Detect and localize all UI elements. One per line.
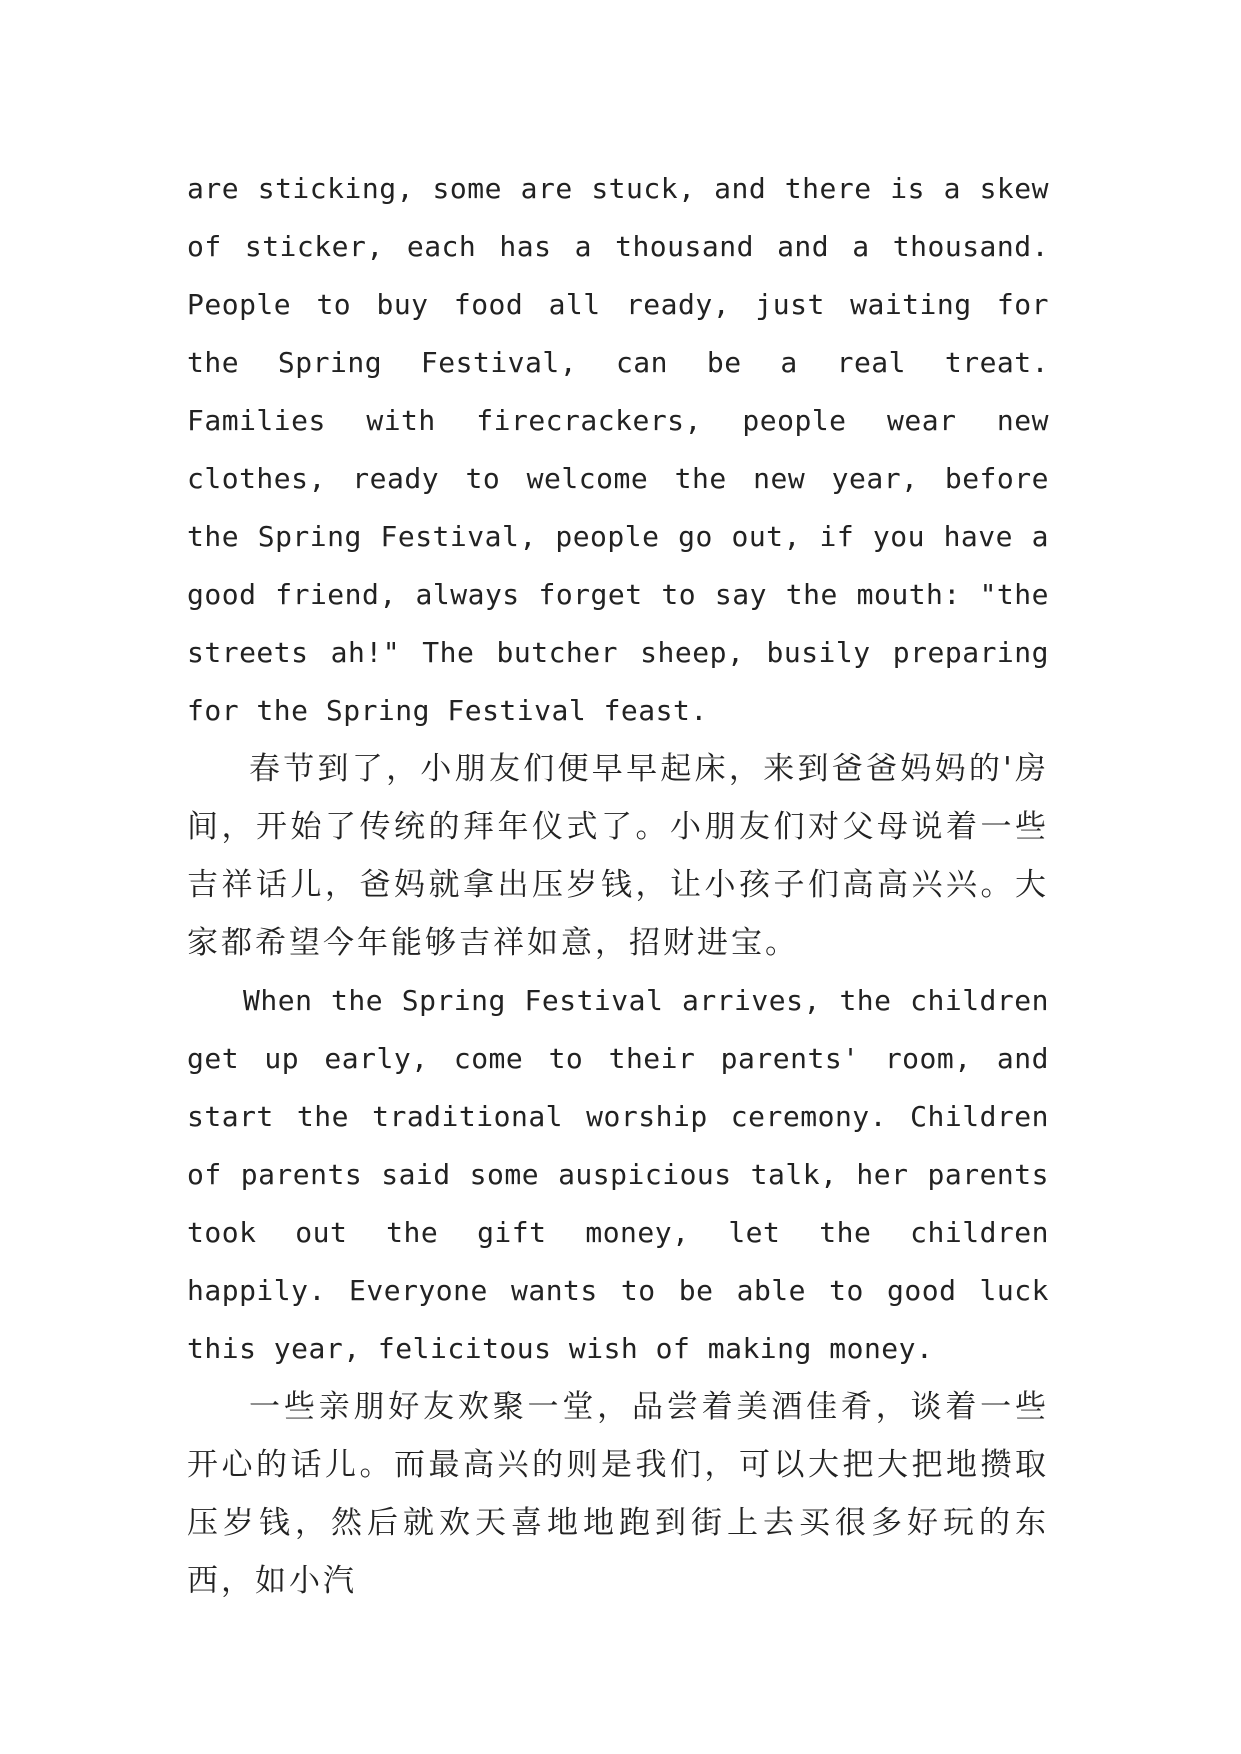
document-body <box>187 160 1049 1610</box>
paragraph-chinese-2: 一些亲朋好友欢聚一堂，品尝着美酒佳肴，谈着一些开心的话儿。而最高兴的则是我们，可以大把大把地攒取压岁钱，然后就欢天喜地地跑到街上去买很多好玩的东西，如小汽 <box>187 1389 1049 1599</box>
paragraph-english-1: are sticking, some are stuck, and there is a skew of sticker, each has a thousand and a thousand. People to buy food all ready, just waiting for the Spring Festival, can be a real treat. Families with firecrackers, people wear new clothes, ready to welcome the new year, before the Spring Festival, people go out, if you have a good friend, always forget to say the mouth: "the streets ah!" The butcher sheep, busily preparing for the Spring Festival feast. <box>187 172 1049 727</box>
paragraph-chinese-1: 春节到了，小朋友们便早早起床，来到爸爸妈妈的'房间，开始了传统的拜年仪式了。小朋友们对父母说着一些吉祥话儿，爸妈就拿出压岁钱，让小孩子们高高兴兴。大家都希望今年能够吉祥如意，招财进宝。 <box>187 751 1049 961</box>
paragraph-english-2: When the Spring Festival arrives, the children get up early, come to their parents' room, and start the traditional worship ceremony. Children of parents said some auspicious talk, her parents took out the gift money, let the children happily. Everyone wants to be able to good luck this year, felicitous wish of making money. <box>187 984 1049 1365</box>
